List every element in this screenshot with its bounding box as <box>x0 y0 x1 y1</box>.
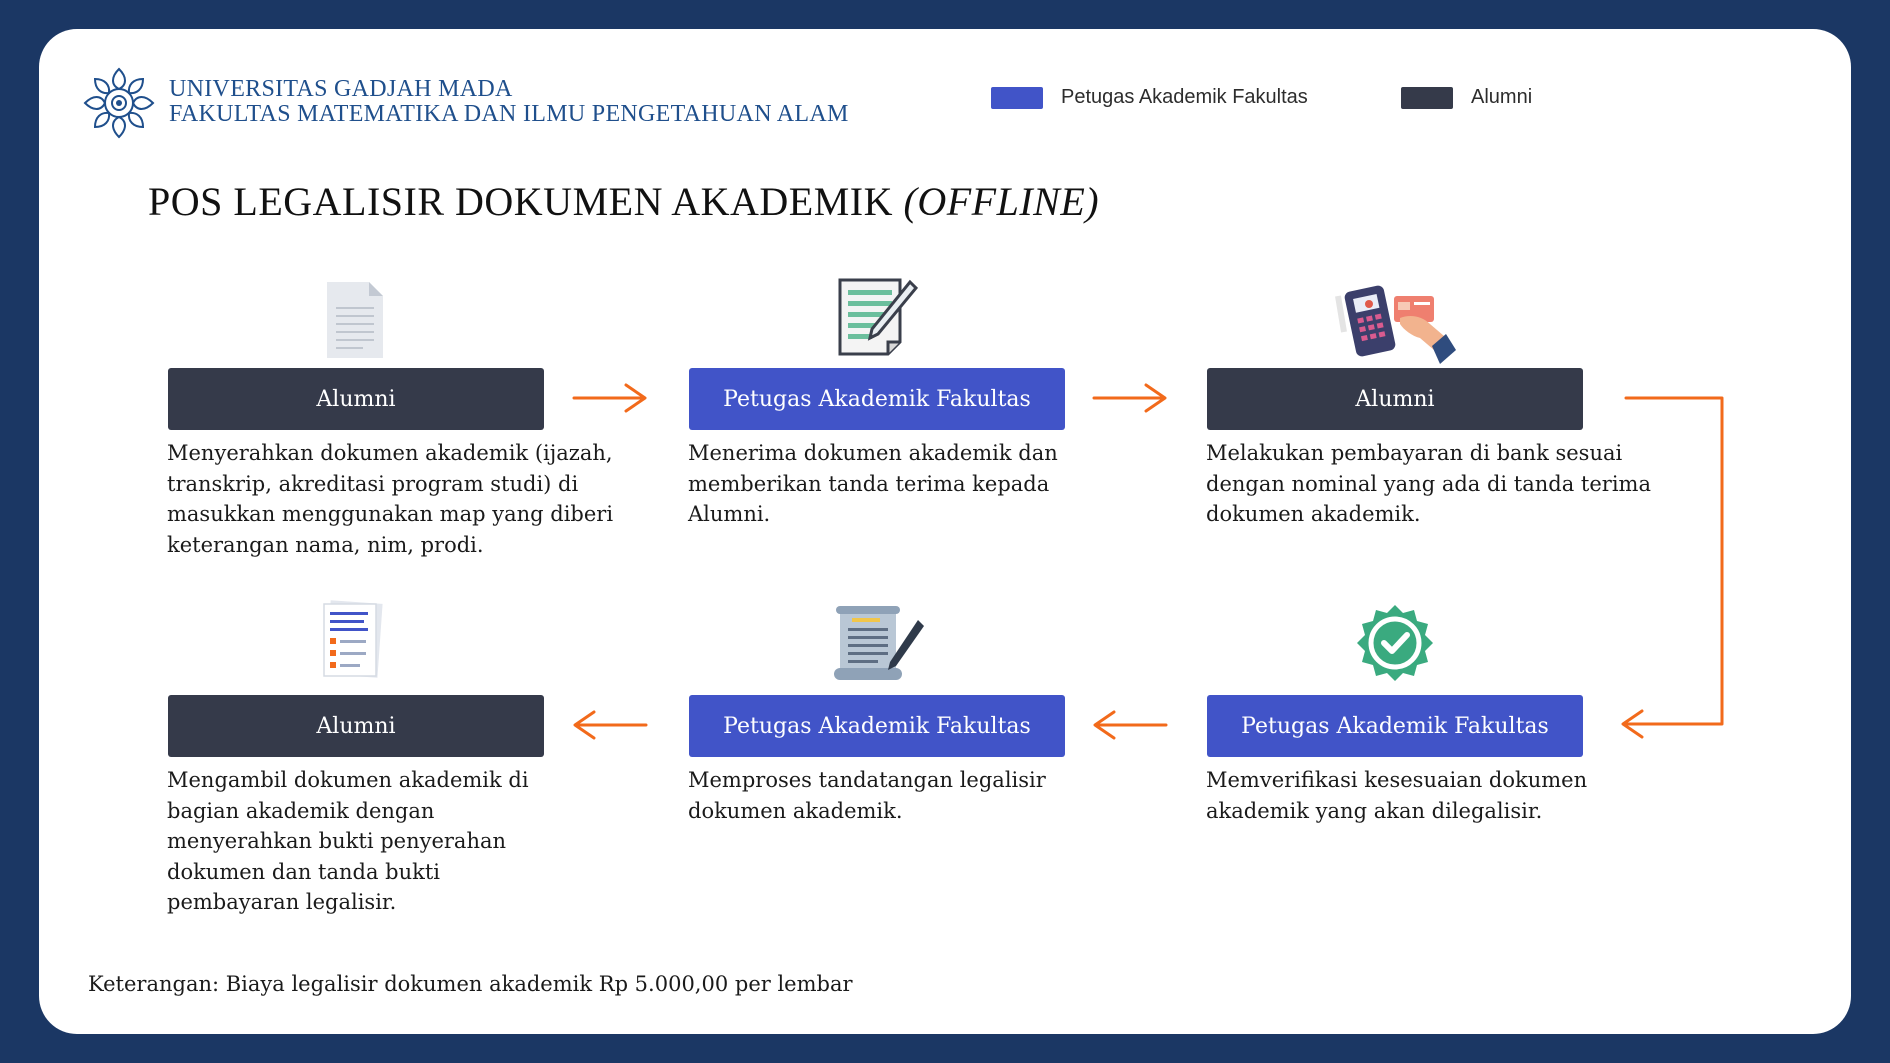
university-name: UNIVERSITAS GADJAH MADA <box>169 76 513 102</box>
step-1-description: Menyerahkan dokumen akademik (ijazah, transkrip, akreditasi program studi) di masukkan menggunakan map yang diberi keterangan nama, nim, prodi. <box>167 441 614 557</box>
step-6-description: Mengambil dokumen akademik di bagian akademik dengan menyerahkan bukti penyerahan dokumen dan tanda bukti pembayaran legalisir. <box>167 768 529 914</box>
step-2-description: Menerima dokumen akademik dan memberikan tanda terima kepada Alumni. <box>688 441 1058 526</box>
faculty-name: FAKULTAS MATEMATIKA DAN ILMU PENGETAHUAN ALAM <box>169 101 849 127</box>
step-2-role: Petugas Akademik Fakultas <box>689 368 1065 430</box>
arrow-step-3-to-4 <box>1623 398 1722 737</box>
step-4-description: Memverifikasi kesesuaian dokumen akademik yang akan dilegalisir. <box>1206 768 1588 823</box>
arrow-step-2-to-3 <box>1094 385 1165 411</box>
legend-label-alumni: Alumni <box>1471 86 1533 108</box>
step-5-description: Memproses tandatangan legalisir dokumen akademik. <box>688 768 1046 823</box>
cost-note: Keterangan: Biaya legalisir dokumen akademik Rp 5.000,00 per lembar <box>88 972 853 996</box>
step-3-description: Melakukan pembayaran di bank sesuai dengan nominal yang ada di tanda terima dokumen akademik. <box>1206 441 1651 526</box>
arrow-step-5-to-6 <box>575 712 646 738</box>
legend-label-petugas: Petugas Akademik Fakultas <box>1061 86 1308 108</box>
step-1-role: Alumni <box>168 368 544 430</box>
step-6-role: Alumni <box>168 695 544 757</box>
page-title: POS LEGALISIR DOKUMEN AKADEMIK (OFFLINE) <box>148 179 1100 224</box>
arrow-step-4-to-5 <box>1095 712 1166 738</box>
arrow-step-1-to-2 <box>574 385 645 411</box>
step-4-role: Petugas Akademik Fakultas <box>1207 695 1583 757</box>
step-3-role: Alumni <box>1207 368 1583 430</box>
step-5-role: Petugas Akademik Fakultas <box>689 695 1065 757</box>
